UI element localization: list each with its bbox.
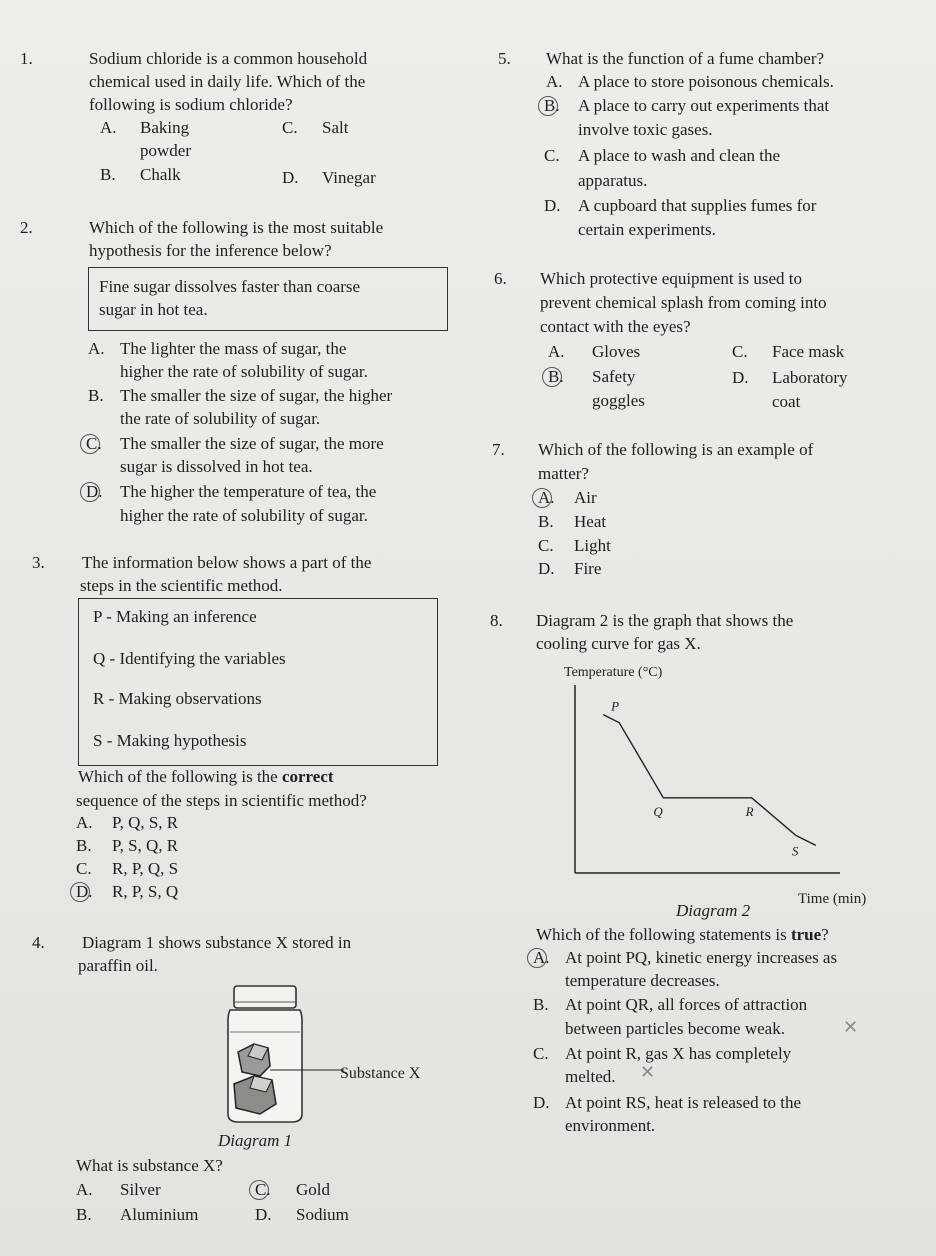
option-text: involve toxic gases. [578, 120, 713, 139]
question-text-part: Which of the following is the [78, 767, 282, 786]
figure-label: Substance X [340, 1065, 421, 1082]
question-text: What is the function of a fume chamber? [546, 49, 825, 68]
question-text: paraffin oil. [78, 956, 158, 975]
option-text: powder [140, 141, 191, 160]
option-letter: D. [76, 882, 93, 901]
option-text: A place to store poisonous chemicals. [578, 72, 834, 91]
question-number: 5. [498, 49, 511, 68]
emphasis-word: correct [281, 767, 334, 786]
question-text: The information below shows a part of the [82, 553, 372, 572]
question-number: 7. [492, 440, 505, 459]
option-text: Laboratory [772, 368, 848, 387]
option-letter: D. [538, 559, 555, 578]
question-text: Diagram 2 is the graph that shows the [536, 611, 794, 630]
option-text: Safety [592, 367, 636, 386]
option-letter: B. [538, 512, 554, 531]
option-letter: B. [76, 836, 92, 855]
cooling-curve-line [603, 715, 816, 846]
step-text: R - Making observations [93, 689, 262, 708]
option-text: certain experiments. [578, 220, 716, 239]
inference-text: Fine sugar dissolves faster than coarse [99, 277, 361, 296]
option-text: Chalk [140, 165, 181, 184]
option-letter: A. [88, 339, 105, 358]
option-letter: B. [76, 1205, 92, 1224]
figure-caption: Diagram 2 [676, 901, 751, 920]
emphasis-word: true [790, 925, 822, 944]
question-text: Which protective equipment is used to [540, 269, 803, 288]
option-text: coat [772, 392, 801, 411]
option-letter: C. [538, 536, 554, 555]
option-text: A cupboard that supplies fumes for [578, 196, 817, 215]
option-text: between particles become weak. [565, 1019, 785, 1038]
option-text: Gloves [592, 342, 641, 361]
option-letter: A. [546, 72, 563, 91]
question-text: cooling curve for gas X. [536, 634, 701, 653]
option-text: The smaller the size of sugar, the more [120, 434, 384, 453]
option-letter: B. [548, 367, 564, 386]
option-text: sugar is dissolved in hot tea. [120, 457, 313, 476]
question-text: steps in the scientific method. [80, 576, 283, 595]
question-text: hypothesis for the inference below? [89, 241, 332, 260]
option-text: R, P, S, Q [112, 882, 179, 901]
option-letter: D. [282, 168, 299, 187]
option-letter: C. [76, 859, 92, 878]
option-text: Vinegar [322, 168, 376, 187]
option-letter: A. [533, 948, 550, 967]
option-letter: A. [76, 813, 93, 832]
option-text: R, P, Q, S [112, 859, 179, 878]
question-text: sequence of the steps in scientific method? [76, 791, 367, 810]
option-text: A place to carry out experiments that [578, 96, 830, 115]
option-text: Baking [140, 118, 190, 137]
point-label-P: P [611, 698, 620, 714]
question-number: 4. [32, 933, 45, 952]
question-text: following is sodium chloride? [89, 95, 293, 114]
step-text: S - Making hypothesis [93, 731, 247, 750]
question-text: Which of the following is the most suitable [89, 218, 384, 237]
option-text: environment. [565, 1116, 656, 1135]
option-text: Gold [296, 1180, 330, 1199]
option-text: Salt [322, 118, 349, 137]
option-text: The lighter the mass of sugar, the [120, 339, 347, 358]
option-letter: D. [533, 1093, 550, 1112]
x-axis-label: Time (min) [798, 891, 867, 907]
option-text: Fire [574, 559, 602, 578]
option-text: At point RS, heat is released to the [565, 1093, 802, 1112]
option-letter: A. [538, 488, 555, 507]
cross-mark-icon: ✕ [640, 1062, 656, 1083]
question-text-part: Which of the following statements is [536, 925, 791, 944]
option-text: Sodium [296, 1205, 349, 1224]
option-text: Face mask [772, 342, 845, 361]
option-text: The smaller the size of sugar, the higher [120, 386, 393, 405]
option-letter: B. [88, 386, 104, 405]
option-letter: D. [544, 196, 561, 215]
step-text: P - Making an inference [93, 607, 257, 626]
option-letter: B. [100, 165, 116, 184]
option-text: At point PQ, kinetic energy increases as [565, 948, 838, 967]
option-letter: A. [548, 342, 565, 361]
jar-lid [234, 986, 296, 1008]
question-number: 6. [494, 269, 507, 288]
option-text: Light [574, 536, 611, 555]
option-text: higher the rate of solubility of sugar. [120, 506, 368, 525]
option-letter: D. [86, 482, 103, 501]
option-text: Heat [574, 512, 607, 531]
option-letter: B. [544, 96, 560, 115]
option-letter: A. [76, 1180, 93, 1199]
question-text: Sodium chloride is a common household [89, 49, 368, 68]
option-letter: C. [86, 434, 102, 453]
option-letter: C. [732, 342, 748, 361]
jar-illustration [220, 980, 350, 1128]
option-text: the rate of solubility of sugar. [120, 409, 321, 428]
option-text: Silver [120, 1180, 161, 1199]
option-text: higher the rate of solubility of sugar. [120, 362, 368, 381]
option-text: At point QR, all forces of attraction [565, 995, 808, 1014]
option-text: P, S, Q, R [112, 836, 179, 855]
question-text: contact with the eyes? [540, 317, 691, 336]
option-text: P, Q, S, R [112, 813, 179, 832]
question-text: Diagram 1 shows substance X stored in [82, 933, 352, 952]
point-label-Q: Q [653, 803, 663, 819]
question-number: 8. [490, 611, 503, 630]
option-letter: D. [255, 1205, 272, 1224]
question-text: What is substance X? [76, 1156, 223, 1175]
option-text: apparatus. [578, 171, 648, 190]
option-letter: C. [533, 1044, 549, 1063]
point-label-S: S [791, 843, 799, 859]
option-text: Aluminium [120, 1205, 199, 1224]
option-text: A place to wash and clean the [578, 146, 781, 165]
question-text [536, 924, 829, 946]
step-text: Q - Identifying the variables [93, 649, 286, 668]
question-text: chemical used in daily life. Which of the [89, 72, 366, 91]
option-text: The higher the temperature of tea, the [120, 482, 377, 501]
question-number: 3. [32, 553, 45, 572]
option-text: temperature decreases. [565, 971, 720, 990]
cross-mark-icon: ✕ [843, 1017, 859, 1038]
option-letter: C. [255, 1180, 271, 1199]
option-letter: C. [282, 118, 298, 137]
option-letter: C. [544, 146, 560, 165]
option-text: melted. [565, 1067, 616, 1086]
question-text: prevent chemical splash from coming into [540, 293, 827, 312]
option-text: Air [574, 488, 597, 507]
question-text: Which of the following is an example of [538, 440, 814, 459]
y-axis-label: Temperature (°C) [564, 665, 663, 680]
question-text-part: ? [821, 925, 829, 944]
option-text: goggles [592, 391, 645, 410]
point-label-R: R [745, 803, 754, 819]
question-text [78, 766, 334, 788]
cooling-curve-chart [540, 655, 900, 917]
question-number: 2. [20, 218, 33, 237]
figure-caption: Diagram 1 [218, 1131, 293, 1150]
option-letter: A. [100, 118, 117, 137]
option-text: At point R, gas X has completely [565, 1044, 792, 1063]
option-letter: B. [533, 995, 549, 1014]
option-letter: D. [732, 368, 749, 387]
question-number: 1. [20, 49, 33, 68]
inference-text: sugar in hot tea. [99, 300, 208, 319]
question-text: matter? [538, 464, 589, 483]
